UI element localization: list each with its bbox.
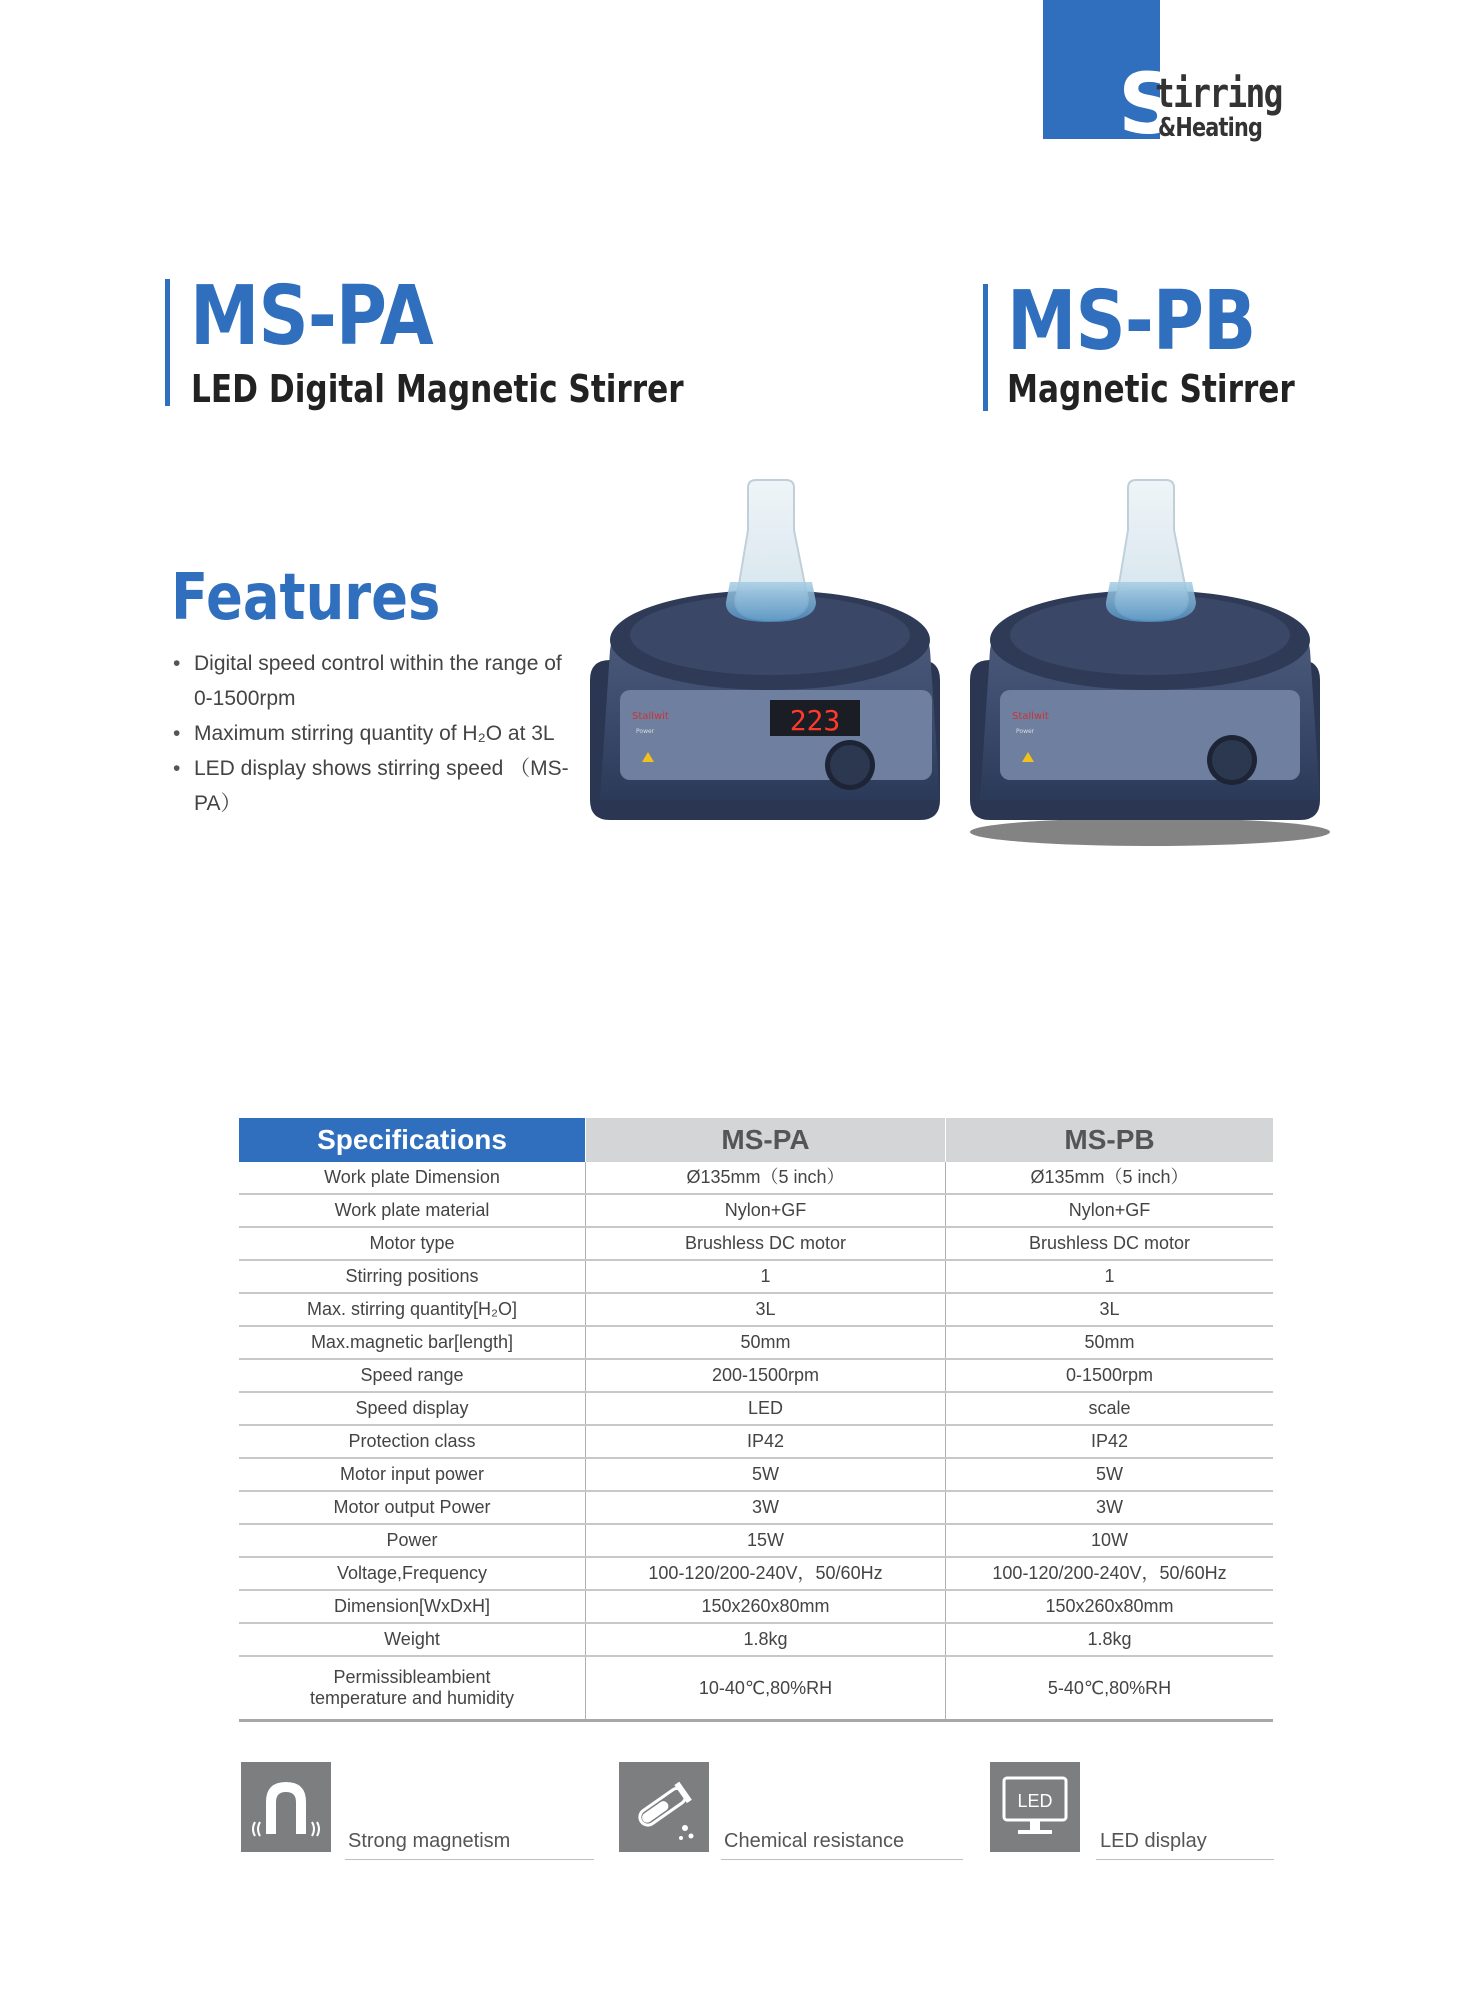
feature-item: • LED display shows stirring speed （MS-PA） — [172, 751, 572, 821]
table-row — [239, 1227, 1273, 1260]
spec-label-cell: Dimension[WxDxH] — [239, 1590, 586, 1623]
monitor-icon — [990, 1762, 1080, 1852]
spec-ms-pa-cell: 150x260x80mm — [586, 1590, 946, 1623]
feature-label-magnetism: Strong magnetism — [348, 1830, 511, 1852]
brand-logo-line2: &Heating — [1158, 113, 1263, 143]
table-row — [239, 1623, 1273, 1656]
spec-ms-pb-cell: IP42 — [946, 1425, 1274, 1458]
magnet-icon — [241, 1762, 331, 1852]
spec-label-cell: Stirring positions — [239, 1260, 586, 1293]
spec-ms-pb-cell: 10W — [946, 1524, 1274, 1557]
table-row — [239, 1293, 1273, 1326]
spec-ms-pa-cell: Ø135mm（5 inch） — [586, 1162, 946, 1194]
model-title-ms-pa: MS-PA — [190, 269, 433, 364]
spec-label-cell: Motor input power — [239, 1458, 586, 1491]
product-brand-label: Stallwit — [632, 711, 669, 722]
spec-label-cell: Weight — [239, 1623, 586, 1656]
spec-ms-pa-cell: 5W — [586, 1458, 946, 1491]
spec-ms-pb-cell: 5-40℃,80%RH — [946, 1656, 1274, 1721]
spec-ms-pb-cell: Brushless DC motor — [946, 1227, 1274, 1260]
table-row — [239, 1491, 1273, 1524]
spec-ms-pb-cell: 150x260x80mm — [946, 1590, 1274, 1623]
spec-ms-pb-cell: 1.8kg — [946, 1623, 1274, 1656]
spec-label-cell: Speed range — [239, 1359, 586, 1392]
table-header-specifications: Specifications — [239, 1118, 586, 1162]
test-tube-icon — [619, 1762, 709, 1852]
divider — [1096, 1859, 1274, 1860]
svg-text:LED: LED — [1017, 1791, 1053, 1811]
table-row — [239, 1162, 1273, 1194]
spec-ms-pa-cell: Brushless DC motor — [586, 1227, 946, 1260]
spec-ms-pb-cell: 50mm — [946, 1326, 1274, 1359]
spec-ms-pa-cell: 3W — [586, 1491, 946, 1524]
table-row — [239, 1359, 1273, 1392]
table-row — [239, 1392, 1273, 1425]
spec-ms-pa-cell: 100-120/200-240V，50/60Hz — [586, 1557, 946, 1590]
spec-ms-pa-cell: 50mm — [586, 1326, 946, 1359]
spec-label-cell: Motor type — [239, 1227, 586, 1260]
feature-label-chemical: Chemical resistance — [724, 1830, 905, 1852]
brand-logo-line1: tirring — [1155, 71, 1282, 117]
table-row — [239, 1458, 1273, 1491]
table-header-ms-pb: MS-PB — [946, 1118, 1274, 1162]
spec-label-cell: Motor output Power — [239, 1491, 586, 1524]
spec-ms-pa-cell: 15W — [586, 1524, 946, 1557]
spec-ms-pb-cell: 0-1500rpm — [946, 1359, 1274, 1392]
spec-ms-pb-cell: 1 — [946, 1260, 1274, 1293]
spec-label-cell: Work plate material — [239, 1194, 586, 1227]
led-display-value: 223 — [789, 704, 841, 737]
spec-ms-pb-cell: 3L — [946, 1293, 1274, 1326]
svg-text:Power: Power — [636, 728, 655, 735]
feature-label-led: LED display — [1100, 1830, 1207, 1852]
table-row — [239, 1425, 1273, 1458]
divider — [721, 1859, 963, 1860]
model-subtitle-ms-pa: LED Digital Magnetic Stirrer — [191, 367, 684, 411]
table-row — [239, 1656, 1273, 1721]
svg-text:Power: Power — [1016, 728, 1035, 735]
specifications-table — [239, 1118, 1273, 1722]
brand-logo-letter: S — [1118, 55, 1177, 153]
spec-ms-pa-cell: 3L — [586, 1293, 946, 1326]
spec-label-cell: Speed display — [239, 1392, 586, 1425]
spec-label-cell: Protection class — [239, 1425, 586, 1458]
spec-ms-pa-cell: 1.8kg — [586, 1623, 946, 1656]
spec-label-cell: Power — [239, 1524, 586, 1557]
spec-ms-pa-cell: 200-1500rpm — [586, 1359, 946, 1392]
model-accent-bar — [983, 284, 988, 411]
table-row — [239, 1590, 1273, 1623]
table-header-row — [239, 1118, 1273, 1162]
features-list — [172, 646, 572, 821]
spec-label-cell: Max. stirring quantity[H₂O] — [239, 1293, 586, 1326]
table-row — [239, 1326, 1273, 1359]
spec-ms-pa-cell: Nylon+GF — [586, 1194, 946, 1227]
spec-ms-pb-cell: Nylon+GF — [946, 1194, 1274, 1227]
feature-item: • Maximum stirring quantity of H₂O at 3L — [172, 716, 572, 751]
spec-label-cell: Permissibleambient temperature and humidity — [239, 1656, 586, 1721]
table-row — [239, 1260, 1273, 1293]
features-title: Features — [171, 561, 441, 635]
spec-ms-pb-cell: Ø135mm（5 inch） — [946, 1162, 1274, 1194]
table-row — [239, 1557, 1273, 1590]
spec-label-cell: Work plate Dimension — [239, 1162, 586, 1194]
spec-ms-pb-cell: 100-120/200-240V，50/60Hz — [946, 1557, 1274, 1590]
spec-ms-pb-cell: 3W — [946, 1491, 1274, 1524]
spec-ms-pa-cell: IP42 — [586, 1425, 946, 1458]
spec-ms-pa-cell: LED — [586, 1392, 946, 1425]
model-accent-bar — [165, 279, 170, 406]
table-header-ms-pa: MS-PA — [586, 1118, 946, 1162]
product-ms-pb-image — [960, 470, 1340, 890]
spec-label-cell: Max.magnetic bar[length] — [239, 1326, 586, 1359]
spec-ms-pa-cell: 10-40℃,80%RH — [586, 1656, 946, 1721]
product-ms-pa-image — [580, 470, 960, 890]
product-brand-label: Stallwit — [1012, 711, 1049, 722]
divider — [345, 1859, 594, 1860]
table-row — [239, 1524, 1273, 1557]
model-subtitle-ms-pb: Magnetic Stirrer — [1007, 367, 1295, 411]
table-row — [239, 1194, 1273, 1227]
feature-item: • Digital speed control within the range of 0-1500rpm — [172, 646, 572, 716]
spec-ms-pb-cell: scale — [946, 1392, 1274, 1425]
model-title-ms-pb: MS-PB — [1007, 274, 1256, 369]
spec-ms-pb-cell: 5W — [946, 1458, 1274, 1491]
spec-label-cell: Voltage,Frequency — [239, 1557, 586, 1590]
spec-ms-pa-cell: 1 — [586, 1260, 946, 1293]
